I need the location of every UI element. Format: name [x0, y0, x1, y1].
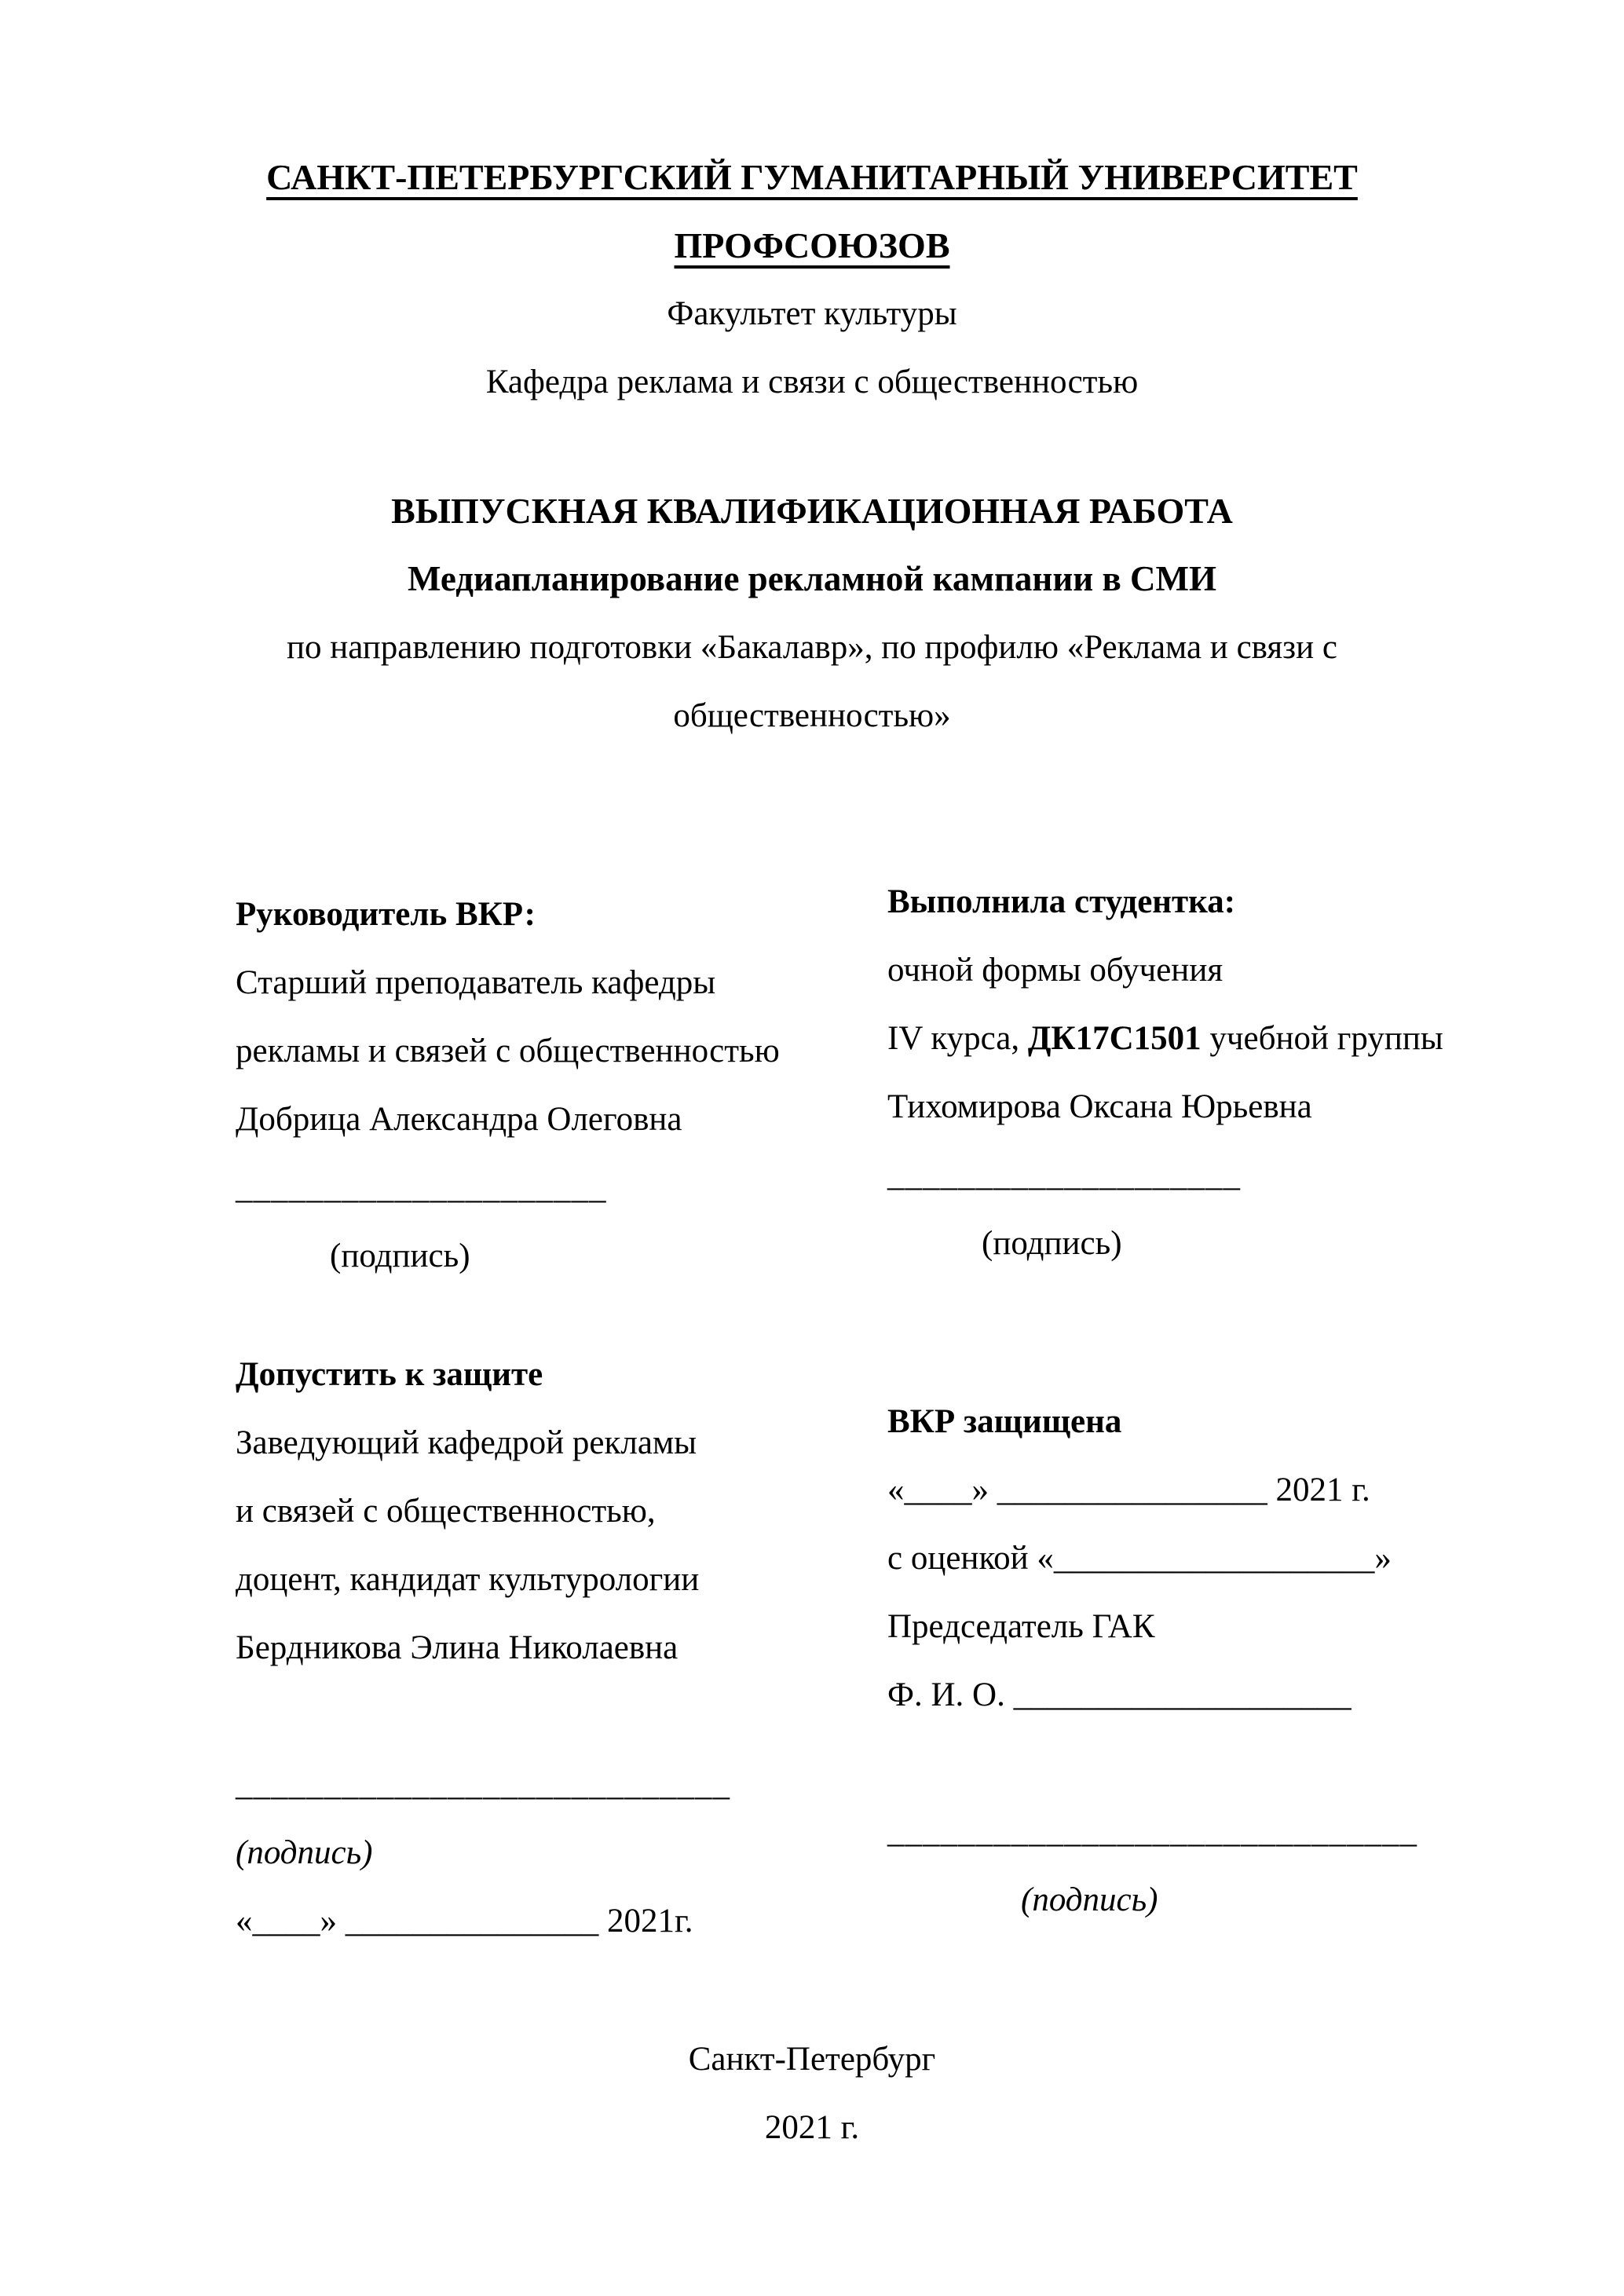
defense-heading: ВКР защищена [887, 1403, 1122, 1440]
supervisor-name: Добрица Александра Олеговна [236, 1101, 682, 1138]
admission-position-line3: доцент, кандидат культурологии [236, 1561, 700, 1598]
supervisor-block [236, 868, 887, 1290]
defense-signature-line: ______________________________ [887, 1813, 1417, 1850]
admission-signature-caption: (подпись) [236, 1834, 373, 1871]
document-footer [0, 2025, 1624, 2162]
admission-date-line: «____» _______________ 2021г. [236, 1903, 693, 1940]
program-line-1: по направлению подготовки «Бакалавр», по профилю «Реклама и связи с [286, 629, 1338, 666]
supervisor-position-line1: Старший преподаватель кафедры [236, 964, 716, 1001]
student-course-prefix: IV курса, [887, 1020, 1028, 1057]
faculty-line: Факультет культуры [667, 295, 957, 332]
student-course-suffix: учебной группы [1201, 1020, 1443, 1057]
work-title-line: Медиапланирование рекламной кампании в СМИ [408, 559, 1216, 598]
program-line-2: общественностью» [673, 697, 951, 734]
spacer [236, 1682, 887, 1750]
student-group-code: ДК17С1501 [1027, 1020, 1202, 1057]
work-type-line: ВЫПУСКНАЯ КВАЛИФИКАЦИОННАЯ РАБОТА [391, 491, 1233, 531]
admission-block [236, 1340, 887, 1955]
supervisor-heading: Руководитель ВКР: [236, 896, 536, 933]
defense-grade-line: с оценкой «___________________» [887, 1540, 1392, 1577]
student-course-line [887, 1004, 1538, 1073]
student-signature-caption: (подпись) [982, 1225, 1122, 1262]
admission-name: Бердникова Элина Николаевна [236, 1629, 678, 1666]
defense-date-line: «____» ________________ 2021 г. [887, 1472, 1370, 1508]
admission-heading: Допустить к защите [236, 1356, 543, 1393]
university-name-line1 [0, 143, 1624, 211]
spacer [887, 1729, 1538, 1797]
defense-chairman-line: Председатель ГАК [887, 1608, 1155, 1645]
title-block [0, 477, 1624, 750]
defense-signature-caption: (подпись) [1021, 1881, 1158, 1918]
student-signature-line: ____________________ [887, 1157, 1241, 1194]
student-name: Тихомирова Оксана Юрьевна [887, 1088, 1312, 1125]
university-name-line1-text: САНКТ-ПЕТЕРБУРГСКИЙ ГУМАНИТАРНЫЙ УНИВЕРСИТЕТ [266, 157, 1358, 197]
admission-position-line2: и связей с общественностью, [236, 1493, 656, 1530]
student-heading: Выполнила студентка: [887, 883, 1236, 920]
supervisor-signature-caption: (подпись) [330, 1238, 470, 1274]
student-study-form: очной формы обучения [887, 952, 1223, 989]
defense-block [887, 1340, 1538, 1934]
signatures-row-1 [0, 868, 1624, 1290]
supervisor-signature-line: _____________________ [236, 1169, 607, 1206]
admission-position-line1: Заведующий кафедрой рекламы [236, 1424, 697, 1461]
signatures-row-2 [0, 1340, 1624, 1955]
student-block [887, 868, 1538, 1278]
supervisor-position-line2: рекламы и связей с общественностью [236, 1033, 780, 1069]
department-line: Кафедра реклама и связи с общественностью [485, 364, 1139, 400]
university-name-line2-text: ПРОФСОЮЗОВ [674, 225, 950, 265]
university-name-line2 [0, 211, 1624, 280]
footer-year: 2021 г. [764, 2109, 860, 2146]
document-header [0, 0, 1624, 416]
admission-signature-line: ____________________________ [236, 1766, 730, 1803]
footer-city: Санкт-Петербург [688, 2041, 936, 2078]
defense-fio-line: Ф. И. О. ____________________ [887, 1676, 1352, 1713]
